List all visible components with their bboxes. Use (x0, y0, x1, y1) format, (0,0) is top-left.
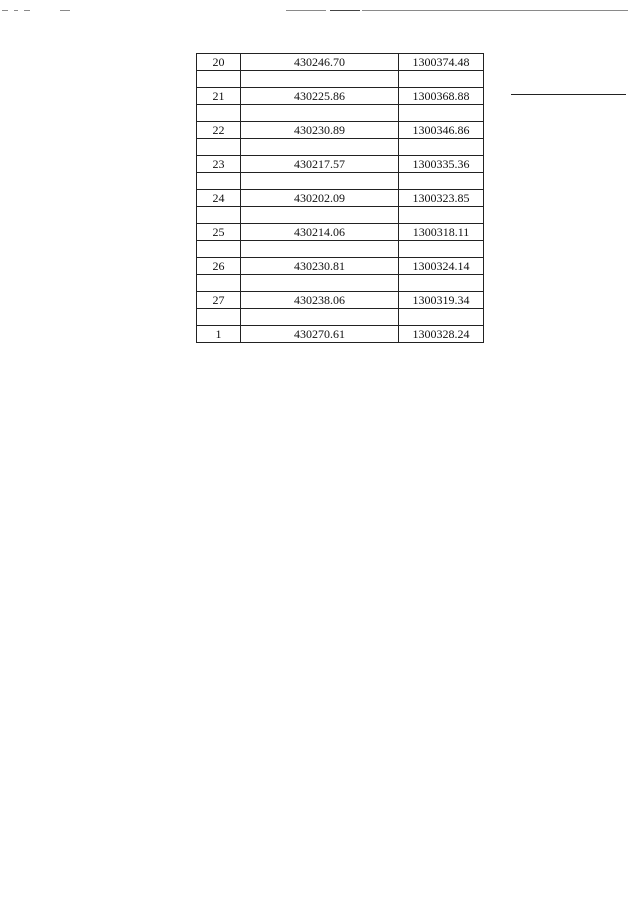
scan-top-edge (0, 10, 639, 12)
table-spacer-row (197, 309, 484, 326)
table-spacer-row (197, 173, 484, 190)
y-coordinate: 1300346.86 (399, 122, 484, 139)
y-coordinate: 1300368.88 (399, 88, 484, 105)
side-rule-line (511, 94, 626, 95)
point-number: 26 (197, 258, 241, 275)
x-coordinate: 430270.61 (241, 326, 399, 343)
x-coordinate: 430217.57 (241, 156, 399, 173)
x-coordinate: 430230.89 (241, 122, 399, 139)
point-number: 22 (197, 122, 241, 139)
table-spacer-row (197, 105, 484, 122)
table-row (197, 156, 484, 173)
table-row (197, 258, 484, 275)
x-coordinate: 430246.70 (241, 54, 399, 71)
table-row (197, 122, 484, 139)
table-row (197, 292, 484, 309)
table-row (197, 190, 484, 207)
x-coordinate: 430214.06 (241, 224, 399, 241)
point-number: 21 (197, 88, 241, 105)
table-spacer-row (197, 71, 484, 88)
point-number: 24 (197, 190, 241, 207)
table-spacer-row (197, 275, 484, 292)
x-coordinate: 430238.06 (241, 292, 399, 309)
y-coordinate: 1300374.48 (399, 54, 484, 71)
x-coordinate: 430230.81 (241, 258, 399, 275)
coordinates-table-body (197, 54, 484, 343)
point-number: 1 (197, 326, 241, 343)
x-coordinate: 430225.86 (241, 88, 399, 105)
y-coordinate: 1300335.36 (399, 156, 484, 173)
table-row (197, 326, 484, 343)
point-number: 23 (197, 156, 241, 173)
table-spacer-row (197, 139, 484, 156)
y-coordinate: 1300323.85 (399, 190, 484, 207)
x-coordinate: 430202.09 (241, 190, 399, 207)
table-spacer-row (197, 241, 484, 258)
table-spacer-row (197, 207, 484, 224)
point-number: 25 (197, 224, 241, 241)
point-number: 20 (197, 54, 241, 71)
point-number: 27 (197, 292, 241, 309)
y-coordinate: 1300324.14 (399, 258, 484, 275)
y-coordinate: 1300319.34 (399, 292, 484, 309)
table-row (197, 224, 484, 241)
table-row (197, 88, 484, 105)
coordinates-table (196, 53, 484, 343)
y-coordinate: 1300318.11 (399, 224, 484, 241)
y-coordinate: 1300328.24 (399, 326, 484, 343)
table-row (197, 54, 484, 71)
